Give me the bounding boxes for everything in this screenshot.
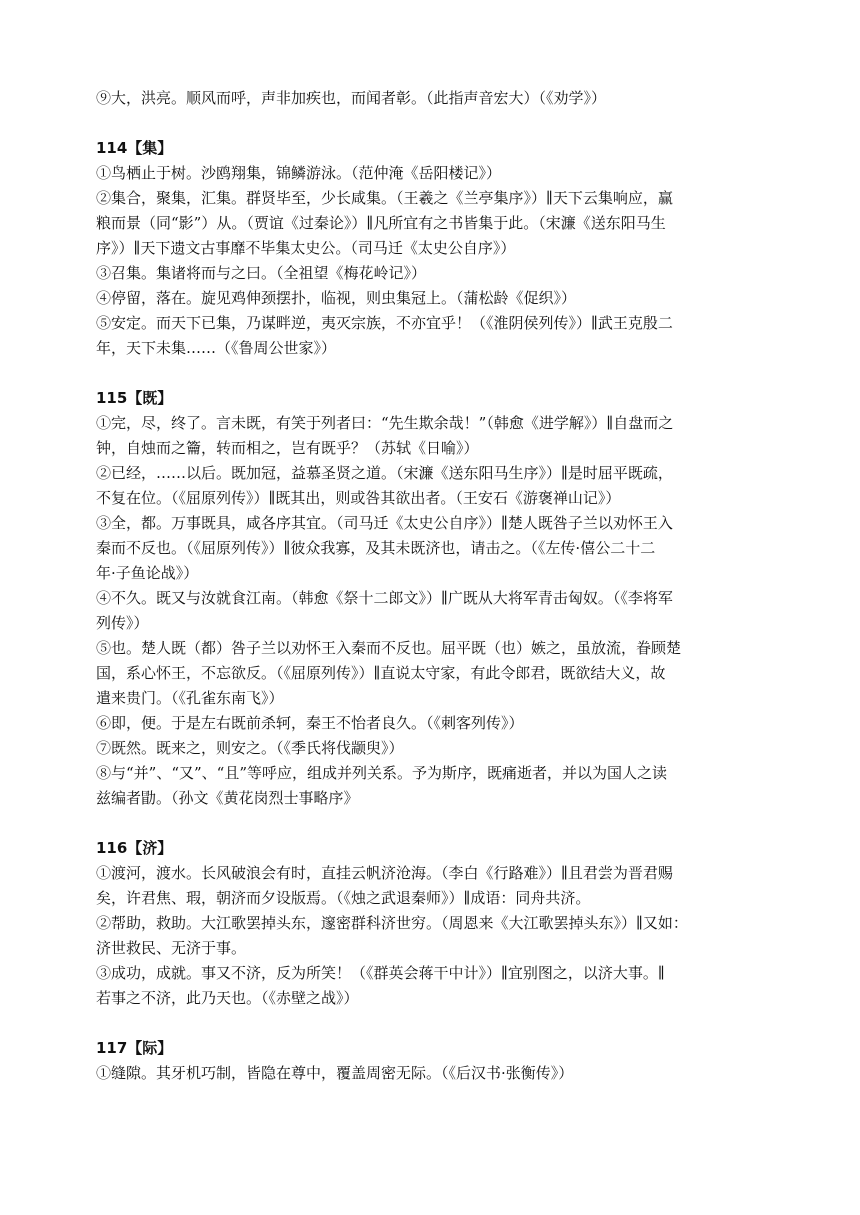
text-line: 矣，许君焦、瑕，朝济而夕设版焉。（《烛之武退秦师》）∥成语：同舟共济。	[96, 889, 591, 907]
text-line: ①渡河，渡水。长风破浪会有时，直挂云帆济沧海。（李白《行路难》）∥且君尝为晋君赐	[96, 864, 673, 882]
text-line: ⑥即，便。于是左右既前杀轲，秦王不怡者良久。（《刺客列传》）	[96, 714, 524, 732]
entry-heading-114: 114【集】	[96, 139, 173, 157]
text-line: 年，天下未集……（《鲁周公世家》）	[96, 339, 337, 357]
text-line: 秦而不反也。（《屈原列传》）∥彼众我寡，及其未既济也，请击之。（《左传·僖公二十二	[96, 539, 656, 557]
entry-heading-116: 116【济】	[96, 839, 173, 857]
text-line: ④停留，落在。旋见鸡伸颈摆扑，临视，则虫集冠上。（蒲松龄《促织》）	[96, 289, 577, 307]
text-line: 兹编者勖。（孙文《黄花岗烈士事略序》	[96, 789, 359, 807]
text-line: ②帮助，救助。大江歌罢掉头东，邃密群科济世穷。（周恩来《大江歌罢掉头东》）∥又如：	[96, 914, 688, 932]
spacer	[96, 811, 772, 836]
text-line: 若事之不济，此乃天也。（《赤壁之战》）	[96, 989, 359, 1007]
text-line: ②已经，……以后。既加冠，益慕圣贤之道。（宋濂《送东阳马生序》）∥是时屈平既疏，	[96, 464, 673, 482]
spacer	[96, 111, 772, 136]
document-page	[96, 86, 772, 1086]
text-line: ⑦既然。既来之，则安之。（《季氏将伐颛臾》）	[96, 739, 404, 757]
text-line: ①完，尽，终了。言未既，有笑于列者曰：“先生欺余哉！”（韩愈《进学解》）∥自盘而之	[96, 414, 674, 432]
text-line: 国，系心怀王，不忘欲反。（《屈原列传》）∥直说太守家，有此令郎君，既欲结大义，故	[96, 664, 666, 682]
text-line: ③召集。集诸将而与之曰。（全祖望《梅花岭记》）	[96, 264, 427, 282]
spacer	[96, 1011, 772, 1036]
text-line: ③全，都。万事既具，咸各序其宜。（司马迁《太史公自序》）∥楚人既咎子兰以劝怀王入	[96, 514, 673, 532]
text-line: ②集合，聚集，汇集。群贤毕至，少长咸集。（王羲之《兰亭集序》）∥天下云集响应，赢	[96, 189, 673, 207]
text-line: ⑤安定。而天下已集，乃谋畔逆，夷灭宗族，不亦宜乎！（《淮阴侯列传》）∥武王克殷二	[96, 314, 673, 332]
text-line: ①缝隙。其牙机巧制，皆隐在尊中，覆盖周密无际。（《后汉书·张衡传》）	[96, 1064, 574, 1082]
text-line: 钟，自烛而之籥，转而相之，岂有既乎？（苏轼《日喻》）	[96, 439, 479, 457]
text-line: ⑧与“并”、“又”、“且”等呼应，组成并列关系。予为斯序，既痛逝者，并以为国人之读	[96, 764, 668, 782]
text-line: 列传》）	[96, 614, 149, 632]
text-line: 年·子鱼论战》）	[96, 564, 199, 582]
text-line: ①鸟栖止于树。沙鸥翔集，锦鳞游泳。（范仲淹《岳阳楼记》）	[96, 164, 502, 182]
text-line: ④不久。既又与汝就食江南。（韩愈《祭十二郎文》）∥广既从大将军青击匈奴。（《李将军	[96, 589, 673, 607]
spacer	[96, 361, 772, 386]
entry-heading-115: 115【既】	[96, 389, 173, 407]
text-line: 遣来贵门。（《孔雀东南飞》）	[96, 689, 284, 707]
text-line: 不复在位。（《屈原列传》）∥既其出，则或咎其欲出者。（王安石《游褒禅山记》）	[96, 489, 621, 507]
text-line: 济世救民、无济于事。	[96, 939, 247, 957]
text-line: ⑤也。楚人既（都）咎子兰以劝怀王入秦而不反也。屈平既（也）嫉之，虽放流，眷顾楚	[96, 639, 682, 657]
text-line: ③成功，成就。事又不济，反为所笑！（《群英会蒋干中计》）∥宜别图之，以济大事。∥	[96, 964, 665, 982]
text-line: 序》）∥天下遗文古事靡不毕集太史公。（司马迁《太史公自序》）	[96, 239, 516, 257]
text-line: ⑨大，洪亮。顺风而呼，声非加疾也，而闻者彰。（此指声音宏大）（《劝学》）	[96, 89, 607, 107]
text-line: 粮而景（同“影”）从。（贾谊《过秦论》）∥凡所宜有之书皆集于此。（宋濂《送东阳马生	[96, 214, 666, 232]
entry-heading-117: 117【际】	[96, 1039, 173, 1057]
